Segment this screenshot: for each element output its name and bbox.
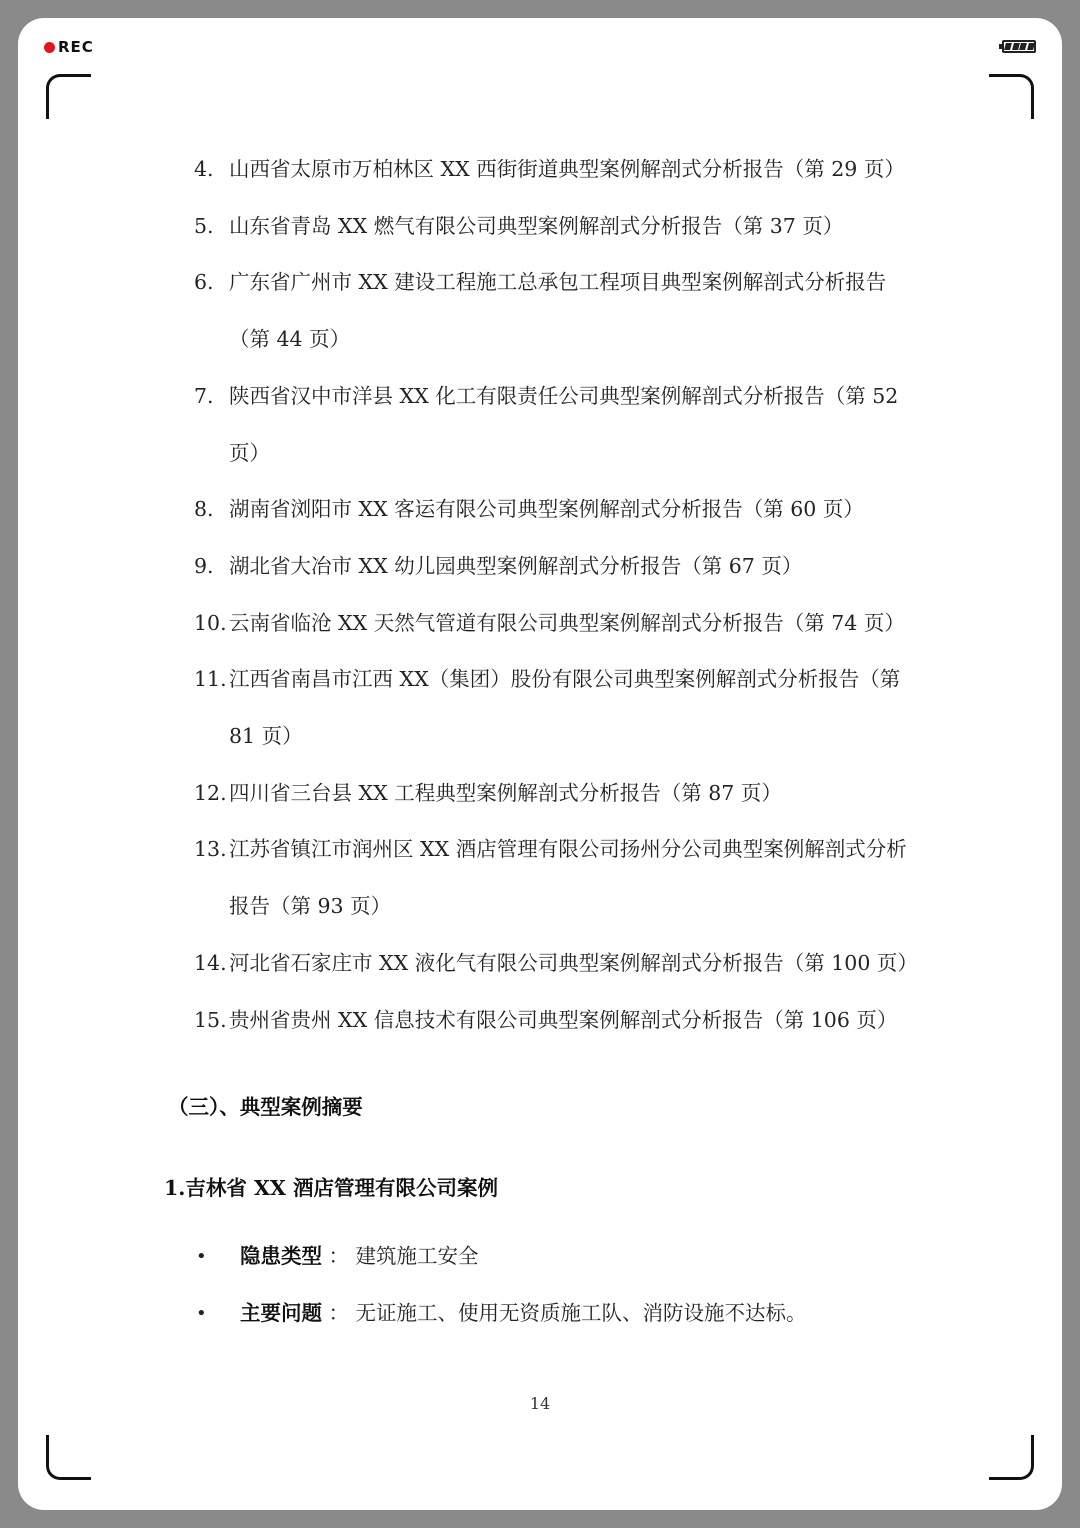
viewfinder-corner-top-right <box>989 74 1034 119</box>
toc-item: 12. 四川省三台县 XX 工程典型案例解剖式分析报告（第 87 页） <box>194 780 782 805</box>
bullet-icon: • <box>196 1246 207 1267</box>
list-item <box>194 1228 954 1285</box>
bullet-label: 主要问题 <box>240 1301 322 1325</box>
viewfinder-corner-top-left <box>46 74 91 119</box>
table-of-contents <box>194 141 924 1048</box>
viewfinder-corner-bottom-right <box>989 1435 1034 1480</box>
case-title: 1.吉林省 XX 酒店管理有限公司案例 <box>164 1176 498 1200</box>
document-page <box>18 18 1062 1510</box>
bullet-separator: ： <box>322 1301 356 1325</box>
list-item <box>194 1285 954 1342</box>
toc-item: 4. 山西省太原市万柏林区 XX 西街街道典型案例解剖式分析报告（第 29 页） <box>194 157 905 181</box>
section-heading: （三）、典型案例摘要 <box>168 1095 363 1119</box>
bullet-value: 建筑施工安全 <box>355 1244 479 1268</box>
bullet-value: 无证施工、使用无资质施工队、消防设施不达标。 <box>355 1301 807 1325</box>
toc-item: 15. 贵州省贵州 XX 信息技术有限公司典型案例解剖式分析报告（第 106 页） <box>194 1007 898 1032</box>
viewfinder-corner-bottom-left <box>46 1435 91 1480</box>
toc-item: 11. 江西省南昌市江西 XX（集团）股份有限公司典型案例解剖式分析报告（第 81 页） <box>194 667 901 749</box>
bullet-label: 隐患类型 <box>240 1244 322 1268</box>
bullet-icon: • <box>196 1303 207 1324</box>
toc-item: 14. 河北省石家庄市 XX 液化气有限公司典型案例解剖式分析报告（第 100 页） <box>194 950 918 975</box>
bullet-separator: ： <box>322 1244 356 1268</box>
toc-item: 6. 广东省广州市 XX 建设工程施工总承包工程项目典型案例解剖式分析报告（第 44 页） <box>194 270 887 352</box>
recording-indicator <box>44 38 94 56</box>
case-summary-list <box>194 1228 954 1342</box>
toc-item: 8. 湖南省浏阳市 XX 客运有限公司典型案例解剖式分析报告（第 60 页） <box>194 497 864 522</box>
recording-label: REC <box>58 38 94 56</box>
page-number: 14 <box>529 1394 551 1413</box>
record-dot-icon <box>44 42 55 53</box>
toc-item: 9. 湖北省大冶市 XX 幼儿园典型案例解剖式分析报告（第 67 页） <box>194 553 803 578</box>
toc-item: 10. 云南省临沧 XX 天然气管道有限公司典型案例解剖式分析报告（第 74 页） <box>194 610 905 635</box>
toc-item: 7. 陕西省汉中市洋县 XX 化工有限责任公司典型案例解剖式分析报告（第 52 页） <box>194 383 899 465</box>
toc-item: 5. 山东省青岛 XX 燃气有限公司典型案例解剖式分析报告（第 37 页） <box>194 213 844 238</box>
battery-icon <box>1002 40 1036 53</box>
toc-item: 13. 江苏省镇江市润州区 XX 酒店管理有限公司扬州分公司典型案例解剖式分析报告（第 93 页） <box>194 837 907 919</box>
